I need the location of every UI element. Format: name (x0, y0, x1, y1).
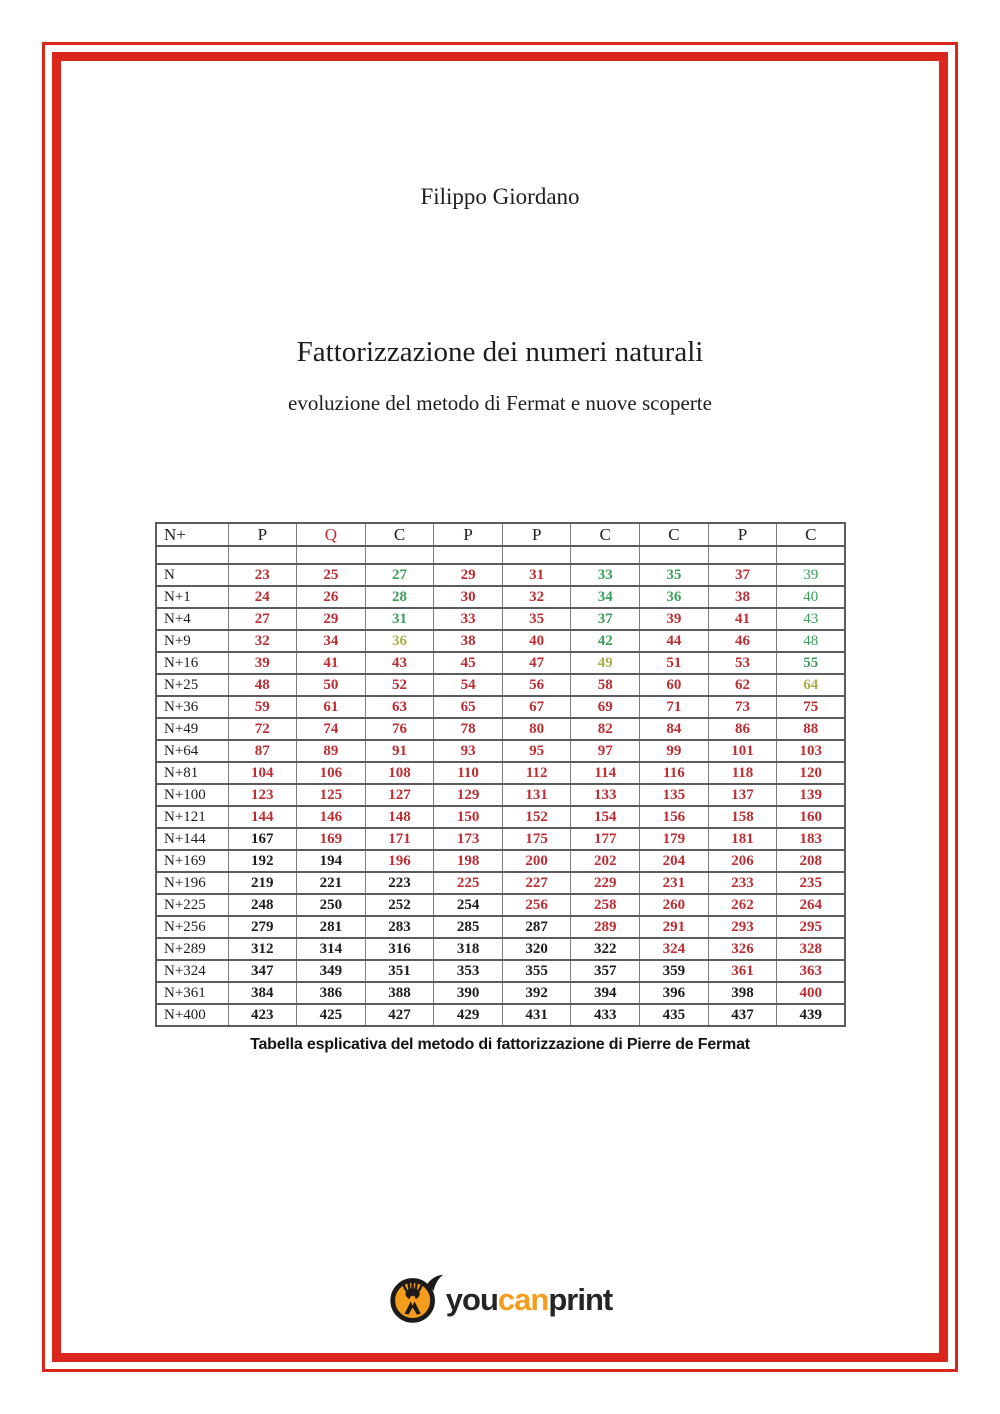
number-cell: 394 (571, 982, 640, 1004)
number-cell: 103 (777, 740, 846, 762)
number-cell: 221 (297, 872, 366, 894)
number-cell: 433 (571, 1004, 640, 1026)
number-cell: 38 (708, 586, 777, 608)
number-cell: 198 (434, 850, 503, 872)
number-cell: 49 (571, 652, 640, 674)
table-row-Nplus196 (156, 872, 845, 894)
number-cell: 78 (434, 718, 503, 740)
number-cell: 388 (365, 982, 434, 1004)
column-header-3: C (365, 523, 434, 546)
number-cell: 146 (297, 806, 366, 828)
number-cell: 59 (228, 696, 297, 718)
table-row-Nplus256 (156, 916, 845, 938)
number-cell: 89 (297, 740, 366, 762)
number-cell: 45 (434, 652, 503, 674)
number-cell (365, 546, 434, 564)
number-cell: 32 (228, 630, 297, 652)
number-cell: 43 (365, 652, 434, 674)
number-cell: 25 (297, 564, 366, 586)
number-cell: 285 (434, 916, 503, 938)
number-cell: 194 (297, 850, 366, 872)
number-cell: 63 (365, 696, 434, 718)
number-cell: 131 (502, 784, 571, 806)
number-cell: 73 (708, 696, 777, 718)
table-row-Nplus121 (156, 806, 845, 828)
number-cell (571, 546, 640, 564)
number-cell: 219 (228, 872, 297, 894)
number-cell: 169 (297, 828, 366, 850)
number-cell: 396 (640, 982, 709, 1004)
number-cell: 36 (640, 586, 709, 608)
number-cell: 47 (502, 652, 571, 674)
column-header-8: P (708, 523, 777, 546)
row-label: N+64 (156, 740, 228, 762)
number-cell: 40 (502, 630, 571, 652)
number-cell: 227 (502, 872, 571, 894)
number-cell: 359 (640, 960, 709, 982)
number-cell: 26 (297, 586, 366, 608)
fermat-factorization-table (155, 522, 846, 1027)
number-cell: 133 (571, 784, 640, 806)
table-row-Nplus289 (156, 938, 845, 960)
number-cell: 41 (297, 652, 366, 674)
number-cell: 283 (365, 916, 434, 938)
number-cell: 28 (365, 586, 434, 608)
number-cell: 97 (571, 740, 640, 762)
table-row-Nplus81 (156, 762, 845, 784)
logo-text-print: print (548, 1281, 613, 1317)
number-cell: 384 (228, 982, 297, 1004)
table-header-row (156, 523, 845, 546)
number-cell: 125 (297, 784, 366, 806)
number-cell: 29 (434, 564, 503, 586)
number-cell: 233 (708, 872, 777, 894)
number-cell: 39 (640, 608, 709, 630)
column-header-5: P (502, 523, 571, 546)
number-cell (297, 546, 366, 564)
number-cell: 30 (434, 586, 503, 608)
number-cell: 118 (708, 762, 777, 784)
number-cell: 110 (434, 762, 503, 784)
number-cell: 88 (777, 718, 846, 740)
number-cell: 204 (640, 850, 709, 872)
number-cell: 56 (502, 674, 571, 696)
number-cell: 349 (297, 960, 366, 982)
row-label (156, 546, 228, 564)
table-header (156, 523, 845, 546)
number-cell: 264 (777, 894, 846, 916)
logo-text-can: can (497, 1281, 549, 1317)
row-label: N (156, 564, 228, 586)
number-cell: 177 (571, 828, 640, 850)
number-cell: 84 (640, 718, 709, 740)
number-cell: 75 (777, 696, 846, 718)
number-cell: 60 (640, 674, 709, 696)
number-cell: 120 (777, 762, 846, 784)
number-cell (502, 546, 571, 564)
number-cell: 55 (777, 652, 846, 674)
table-row-Nplus225 (156, 894, 845, 916)
number-cell: 135 (640, 784, 709, 806)
row-label: N+1 (156, 586, 228, 608)
number-cell: 116 (640, 762, 709, 784)
number-cell: 439 (777, 1004, 846, 1026)
number-cell: 171 (365, 828, 434, 850)
number-cell: 152 (502, 806, 571, 828)
column-header-0: N+ (156, 523, 228, 546)
author-name: Filippo Giordano (420, 184, 580, 209)
number-cell: 160 (777, 806, 846, 828)
logo-text-you: you (445, 1281, 498, 1317)
number-cell: 361 (708, 960, 777, 982)
row-label: N+256 (156, 916, 228, 938)
number-cell: 53 (708, 652, 777, 674)
number-cell: 279 (228, 916, 297, 938)
number-cell: 24 (228, 586, 297, 608)
row-label: N+289 (156, 938, 228, 960)
number-cell: 87 (228, 740, 297, 762)
column-header-6: C (571, 523, 640, 546)
number-cell: 114 (571, 762, 640, 784)
number-cell: 229 (571, 872, 640, 894)
number-cell: 58 (571, 674, 640, 696)
number-cell: 427 (365, 1004, 434, 1026)
number-cell: 41 (708, 608, 777, 630)
book-subtitle: evoluzione del metodo di Fermat e nuove scoperte (288, 391, 712, 415)
number-cell: 320 (502, 938, 571, 960)
number-cell (228, 546, 297, 564)
table-row-Nplus64 (156, 740, 845, 762)
number-cell: 202 (571, 850, 640, 872)
number-cell: 34 (297, 630, 366, 652)
youcanprint-logo-icon (388, 1272, 443, 1327)
number-cell: 64 (777, 674, 846, 696)
table-row-Nplus361 (156, 982, 845, 1004)
number-cell: 23 (228, 564, 297, 586)
number-cell: 281 (297, 916, 366, 938)
number-cell: 54 (434, 674, 503, 696)
number-cell: 95 (502, 740, 571, 762)
number-cell: 429 (434, 1004, 503, 1026)
number-cell: 29 (297, 608, 366, 630)
number-cell: 71 (640, 696, 709, 718)
number-cell: 93 (434, 740, 503, 762)
number-cell: 357 (571, 960, 640, 982)
table-row-Nplus36 (156, 696, 845, 718)
number-cell: 435 (640, 1004, 709, 1026)
table-row-Nplus400 (156, 1004, 845, 1026)
row-label: N+9 (156, 630, 228, 652)
row-label: N+400 (156, 1004, 228, 1026)
number-cell: 74 (297, 718, 366, 740)
row-label: N+4 (156, 608, 228, 630)
number-cell: 86 (708, 718, 777, 740)
number-cell: 82 (571, 718, 640, 740)
number-cell (708, 546, 777, 564)
number-cell: 254 (434, 894, 503, 916)
number-cell: 326 (708, 938, 777, 960)
number-cell: 38 (434, 630, 503, 652)
number-cell: 252 (365, 894, 434, 916)
number-cell: 39 (777, 564, 846, 586)
number-cell: 61 (297, 696, 366, 718)
number-cell: 400 (777, 982, 846, 1004)
number-cell: 46 (708, 630, 777, 652)
number-cell: 67 (502, 696, 571, 718)
number-cell: 33 (571, 564, 640, 586)
table-row-N (156, 564, 845, 586)
number-cell: 44 (640, 630, 709, 652)
row-label: N+196 (156, 872, 228, 894)
row-label: N+100 (156, 784, 228, 806)
number-cell: 179 (640, 828, 709, 850)
table-row-Nplus9 (156, 630, 845, 652)
number-cell: 139 (777, 784, 846, 806)
number-cell: 48 (777, 630, 846, 652)
number-cell: 31 (365, 608, 434, 630)
row-label: N+324 (156, 960, 228, 982)
number-cell: 65 (434, 696, 503, 718)
number-cell: 62 (708, 674, 777, 696)
number-cell: 154 (571, 806, 640, 828)
table-row-Nplus144 (156, 828, 845, 850)
table-row-Nplus4 (156, 608, 845, 630)
number-cell: 431 (502, 1004, 571, 1026)
number-cell: 314 (297, 938, 366, 960)
number-cell (434, 546, 503, 564)
number-cell: 328 (777, 938, 846, 960)
number-cell: 295 (777, 916, 846, 938)
number-cell: 80 (502, 718, 571, 740)
number-cell: 31 (502, 564, 571, 586)
column-header-1: P (228, 523, 297, 546)
number-cell: 423 (228, 1004, 297, 1026)
number-cell (777, 546, 846, 564)
book-title: Fattorizzazione dei numeri naturali (296, 336, 704, 368)
number-cell: 43 (777, 608, 846, 630)
number-cell: 76 (365, 718, 434, 740)
number-cell: 101 (708, 740, 777, 762)
number-cell: 129 (434, 784, 503, 806)
number-cell: 144 (228, 806, 297, 828)
table-caption: Tabella esplicativa del metodo di fattorizzazione di Pierre de Fermat (250, 1036, 750, 1053)
number-cell: 150 (434, 806, 503, 828)
number-cell: 353 (434, 960, 503, 982)
number-cell: 293 (708, 916, 777, 938)
number-cell: 35 (640, 564, 709, 586)
number-cell: 235 (777, 872, 846, 894)
number-cell: 37 (571, 608, 640, 630)
number-cell: 248 (228, 894, 297, 916)
number-cell: 69 (571, 696, 640, 718)
number-cell: 127 (365, 784, 434, 806)
number-cell: 355 (502, 960, 571, 982)
row-label: N+49 (156, 718, 228, 740)
row-label: N+121 (156, 806, 228, 828)
number-cell: 33 (434, 608, 503, 630)
number-cell: 50 (297, 674, 366, 696)
number-cell: 291 (640, 916, 709, 938)
number-cell: 36 (365, 630, 434, 652)
row-label: N+25 (156, 674, 228, 696)
column-header-4: P (434, 523, 503, 546)
number-cell: 181 (708, 828, 777, 850)
table-row-Nplus324 (156, 960, 845, 982)
number-cell: 316 (365, 938, 434, 960)
number-cell: 208 (777, 850, 846, 872)
column-header-2: Q (297, 523, 366, 546)
number-cell: 167 (228, 828, 297, 850)
row-label: N+225 (156, 894, 228, 916)
number-cell: 192 (228, 850, 297, 872)
number-cell: 32 (502, 586, 571, 608)
number-cell: 318 (434, 938, 503, 960)
row-label: N+16 (156, 652, 228, 674)
number-cell: 351 (365, 960, 434, 982)
row-label: N+81 (156, 762, 228, 784)
table-row-blank (156, 546, 845, 564)
row-label: N+144 (156, 828, 228, 850)
number-cell: 398 (708, 982, 777, 1004)
column-header-7: C (640, 523, 709, 546)
number-cell: 312 (228, 938, 297, 960)
number-cell: 262 (708, 894, 777, 916)
number-cell: 104 (228, 762, 297, 784)
number-cell: 106 (297, 762, 366, 784)
number-cell: 112 (502, 762, 571, 784)
number-cell: 196 (365, 850, 434, 872)
number-cell: 390 (434, 982, 503, 1004)
number-cell: 37 (708, 564, 777, 586)
number-cell: 34 (571, 586, 640, 608)
table-row-Nplus16 (156, 652, 845, 674)
number-cell: 289 (571, 916, 640, 938)
number-cell: 425 (297, 1004, 366, 1026)
number-cell: 287 (502, 916, 571, 938)
number-cell: 225 (434, 872, 503, 894)
number-cell: 175 (502, 828, 571, 850)
number-cell: 260 (640, 894, 709, 916)
number-cell: 48 (228, 674, 297, 696)
number-cell: 40 (777, 586, 846, 608)
number-cell: 324 (640, 938, 709, 960)
number-cell: 231 (640, 872, 709, 894)
number-cell: 51 (640, 652, 709, 674)
table-row-Nplus25 (156, 674, 845, 696)
number-cell: 437 (708, 1004, 777, 1026)
number-cell: 148 (365, 806, 434, 828)
number-cell: 35 (502, 608, 571, 630)
number-cell: 72 (228, 718, 297, 740)
number-cell (640, 546, 709, 564)
number-cell: 347 (228, 960, 297, 982)
table-body (156, 546, 845, 1026)
number-cell: 27 (228, 608, 297, 630)
number-cell: 99 (640, 740, 709, 762)
number-cell: 363 (777, 960, 846, 982)
table-row-Nplus1 (156, 586, 845, 608)
number-cell: 322 (571, 938, 640, 960)
row-label: N+361 (156, 982, 228, 1004)
number-cell: 108 (365, 762, 434, 784)
table-row-Nplus49 (156, 718, 845, 740)
number-cell: 173 (434, 828, 503, 850)
number-cell: 52 (365, 674, 434, 696)
number-cell: 200 (502, 850, 571, 872)
number-cell: 156 (640, 806, 709, 828)
number-cell: 123 (228, 784, 297, 806)
number-cell: 137 (708, 784, 777, 806)
number-cell: 39 (228, 652, 297, 674)
table-row-Nplus100 (156, 784, 845, 806)
youcanprint-logo-text (446, 1282, 612, 1318)
youcanprint-logo (0, 1272, 1000, 1327)
number-cell: 206 (708, 850, 777, 872)
number-cell: 392 (502, 982, 571, 1004)
table-row-Nplus169 (156, 850, 845, 872)
number-cell: 183 (777, 828, 846, 850)
number-cell: 42 (571, 630, 640, 652)
number-cell: 91 (365, 740, 434, 762)
number-cell: 256 (502, 894, 571, 916)
number-cell: 250 (297, 894, 366, 916)
number-cell: 158 (708, 806, 777, 828)
number-cell: 258 (571, 894, 640, 916)
number-cell: 386 (297, 982, 366, 1004)
number-cell: 27 (365, 564, 434, 586)
row-label: N+36 (156, 696, 228, 718)
column-header-9: C (777, 523, 846, 546)
number-cell: 223 (365, 872, 434, 894)
row-label: N+169 (156, 850, 228, 872)
